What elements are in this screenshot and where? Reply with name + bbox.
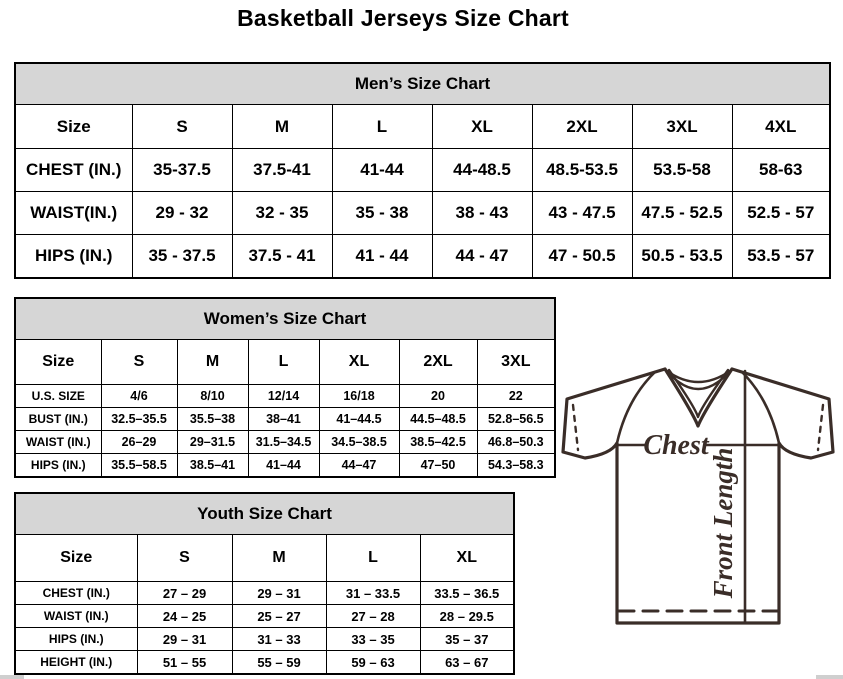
cell: 26–29 <box>101 431 177 454</box>
cell: 38.5–41 <box>177 454 248 478</box>
womens-col-header: L <box>248 340 319 385</box>
youth-waist-row <box>15 605 514 628</box>
mens-header-row <box>15 105 830 149</box>
cell: 59 – 63 <box>326 651 420 675</box>
cell: 29 – 31 <box>232 582 326 605</box>
horizontal-scrollbar-fragment-left[interactable] <box>0 675 24 679</box>
youth-col-header: S <box>137 535 232 582</box>
cell: 35.5–38 <box>177 408 248 431</box>
cell: 34.5–38.5 <box>319 431 399 454</box>
youth-chest-row <box>15 582 514 605</box>
womens-size-table <box>14 297 556 478</box>
cell: 35 - 37.5 <box>132 235 232 279</box>
jersey-cuff-stitch-left <box>573 405 578 450</box>
womens-table-title-row <box>15 298 555 340</box>
cell: 12/14 <box>248 385 319 408</box>
cell: 44 - 47 <box>432 235 532 279</box>
cell: 41 - 44 <box>332 235 432 279</box>
row-label: WAIST(IN.) <box>15 192 132 235</box>
cell: 24 – 25 <box>137 605 232 628</box>
womens-col-header: Size <box>15 340 101 385</box>
cell: 46.8–50.3 <box>477 431 555 454</box>
cell: 20 <box>399 385 477 408</box>
cell: 25 – 27 <box>232 605 326 628</box>
womens-col-header: S <box>101 340 177 385</box>
cell: 38 - 43 <box>432 192 532 235</box>
cell: 43 - 47.5 <box>532 192 632 235</box>
cell: 27 – 28 <box>326 605 420 628</box>
cell: 27 – 29 <box>137 582 232 605</box>
womens-bust-row <box>15 408 555 431</box>
cell: 31.5–34.5 <box>248 431 319 454</box>
cell: 35.5–58.5 <box>101 454 177 478</box>
cell: 55 – 59 <box>232 651 326 675</box>
womens-col-header: 3XL <box>477 340 555 385</box>
mens-waist-row <box>15 192 830 235</box>
row-label: WAIST (IN.) <box>15 431 101 454</box>
row-label: CHEST (IN.) <box>15 582 137 605</box>
cell: 29–31.5 <box>177 431 248 454</box>
cell: 32 - 35 <box>232 192 332 235</box>
cell: 38–41 <box>248 408 319 431</box>
cell: 47 - 50.5 <box>532 235 632 279</box>
mens-col-header: XL <box>432 105 532 149</box>
cell: 33 – 35 <box>326 628 420 651</box>
mens-col-header: 2XL <box>532 105 632 149</box>
cell: 22 <box>477 385 555 408</box>
cell: 29 – 31 <box>137 628 232 651</box>
youth-col-header: XL <box>420 535 514 582</box>
mens-col-header: 3XL <box>632 105 732 149</box>
youth-col-header: L <box>326 535 420 582</box>
cell: 8/10 <box>177 385 248 408</box>
row-label: HIPS (IN.) <box>15 454 101 478</box>
mens-col-header: S <box>132 105 232 149</box>
womens-hips-row <box>15 454 555 478</box>
cell: 44.5–48.5 <box>399 408 477 431</box>
cell: 31 – 33.5 <box>326 582 420 605</box>
horizontal-scrollbar-fragment-right[interactable] <box>816 675 843 679</box>
jersey-cuff-stitch-right <box>818 405 823 450</box>
womens-header-row <box>15 340 555 385</box>
cell: 4/6 <box>101 385 177 408</box>
mens-size-table <box>14 62 831 279</box>
cell: 41–44.5 <box>319 408 399 431</box>
jersey-outline <box>563 369 833 623</box>
cell: 29 - 32 <box>132 192 232 235</box>
cell: 41-44 <box>332 149 432 192</box>
cell: 53.5-58 <box>632 149 732 192</box>
cell: 52.5 - 57 <box>732 192 830 235</box>
cell: 31 – 33 <box>232 628 326 651</box>
row-label: BUST (IN.) <box>15 408 101 431</box>
cell: 38.5–42.5 <box>399 431 477 454</box>
mens-hips-row <box>15 235 830 279</box>
page-title: Basketball Jerseys Size Chart <box>237 5 569 31</box>
cell: 35 – 37 <box>420 628 514 651</box>
womens-ussize-row <box>15 385 555 408</box>
row-label: HIPS (IN.) <box>15 628 137 651</box>
row-label: U.S. SIZE <box>15 385 101 408</box>
youth-col-header: Size <box>15 535 137 582</box>
mens-table-title: Men’s Size Chart <box>15 63 830 105</box>
mens-chest-row <box>15 149 830 192</box>
cell: 58-63 <box>732 149 830 192</box>
youth-hips-row <box>15 628 514 651</box>
youth-table-title: Youth Size Chart <box>15 493 514 535</box>
row-label: WAIST (IN.) <box>15 605 137 628</box>
womens-col-header: M <box>177 340 248 385</box>
cell: 63 – 67 <box>420 651 514 675</box>
row-label: CHEST (IN.) <box>15 149 132 192</box>
womens-waist-row <box>15 431 555 454</box>
mens-col-header: 4XL <box>732 105 830 149</box>
cell: 52.8–56.5 <box>477 408 555 431</box>
chest-label: Chest <box>643 430 709 461</box>
row-label: HIPS (IN.) <box>15 235 132 279</box>
cell: 50.5 - 53.5 <box>632 235 732 279</box>
jersey-measurement-diagram <box>555 355 843 645</box>
cell: 53.5 - 57 <box>732 235 830 279</box>
cell: 37.5-41 <box>232 149 332 192</box>
womens-table-title: Women’s Size Chart <box>15 298 555 340</box>
cell: 41–44 <box>248 454 319 478</box>
youth-col-header: M <box>232 535 326 582</box>
youth-height-row <box>15 651 514 675</box>
mens-col-header: Size <box>15 105 132 149</box>
cell: 54.3–58.3 <box>477 454 555 478</box>
cell: 37.5 - 41 <box>232 235 332 279</box>
youth-size-table <box>14 492 515 675</box>
cell: 16/18 <box>319 385 399 408</box>
cell: 35 - 38 <box>332 192 432 235</box>
cell: 28 – 29.5 <box>420 605 514 628</box>
mens-table-title-row <box>15 63 830 105</box>
cell: 44-48.5 <box>432 149 532 192</box>
cell: 47–50 <box>399 454 477 478</box>
front-length-label: Front Length <box>708 447 738 599</box>
mens-col-header: L <box>332 105 432 149</box>
youth-table-title-row <box>15 493 514 535</box>
cell: 48.5-53.5 <box>532 149 632 192</box>
womens-col-header: 2XL <box>399 340 477 385</box>
cell: 44–47 <box>319 454 399 478</box>
youth-header-row <box>15 535 514 582</box>
cell: 32.5–35.5 <box>101 408 177 431</box>
mens-col-header: M <box>232 105 332 149</box>
cell: 51 – 55 <box>137 651 232 675</box>
row-label: HEIGHT (IN.) <box>15 651 137 675</box>
womens-col-header: XL <box>319 340 399 385</box>
cell: 47.5 - 52.5 <box>632 192 732 235</box>
cell: 33.5 – 36.5 <box>420 582 514 605</box>
cell: 35-37.5 <box>132 149 232 192</box>
